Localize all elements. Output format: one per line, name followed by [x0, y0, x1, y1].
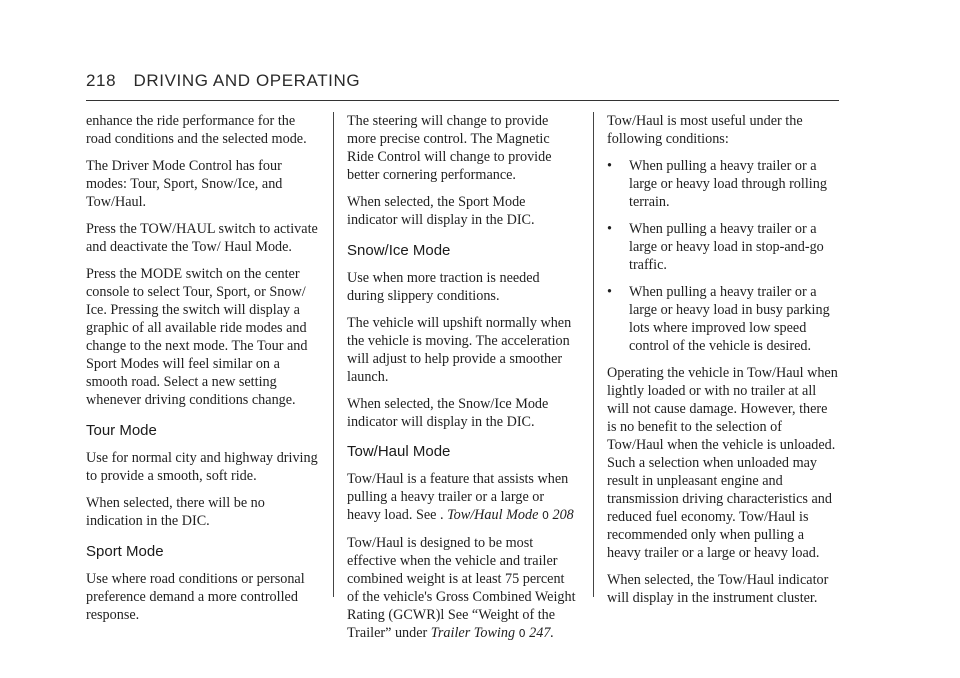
tow-haul-paragraph-2: [347, 534, 579, 643]
bullet-icon: •: [607, 158, 612, 174]
snow-ice-paragraph-1: Use when more traction is needed during slippery conditions.: [347, 270, 540, 304]
sport-steering-paragraph: The steering will change to provide more precise control. The Magnetic Ride Control will change to provide better cornering performance.: [347, 113, 552, 183]
tow-haul-mode-heading: Tow/Haul Mode: [347, 443, 451, 460]
conditions-list: [607, 157, 839, 355]
tow-haul-paragraph-1: [347, 470, 579, 525]
tow-haul-paragraph-1-text: Tow/Haul is a feature that assists when pulling a heavy trailer or a large or heavy load. See .: [347, 471, 569, 523]
snow-ice-mode-heading: Snow/Ice Mode: [347, 242, 451, 259]
tow-haul-mode-page-number[interactable]: 208: [552, 507, 574, 523]
tour-mode-paragraph-1: Use for normal city and highway driving to provide a smooth, soft ride.: [86, 450, 318, 484]
mode-switch-paragraph: Press the MODE switch on the center console to select Tour, Sport, or Snow/ Ice. Pressing the switch will display a graphic of all available ride modes and change to the next mode. The Tour and Sport Modes will feel similar on a smooth road. Select a new setting whenever driving conditions change.: [86, 266, 308, 408]
section-title: DRIVING AND OPERATING: [133, 71, 361, 90]
trailer-towing-page-number[interactable]: 247.: [529, 625, 554, 641]
list-item: [607, 283, 839, 355]
sport-indicator-paragraph: When selected, the Sport Mode indicator will display in the DIC.: [347, 194, 535, 228]
sport-mode-paragraph-1: Use where road conditions or personal preference demand a more controlled response.: [86, 571, 305, 623]
modes-paragraph: The Driver Mode Control has four modes: Tour, Sport, Snow/Ice, and Tow/Haul.: [86, 158, 283, 210]
intro-paragraph: enhance the ride performance for the road conditions and the selected mode.: [86, 113, 307, 147]
snow-ice-paragraph-3: When selected, the Snow/Ice Mode indicator will display in the DIC.: [347, 396, 549, 430]
trailer-towing-reference-link[interactable]: Trailer Towing: [430, 625, 516, 641]
light-load-paragraph: Operating the vehicle in Tow/Haul when lightly loaded or with no trailer at all will not cause damage. However, there is no benefit to the selection of Tow/Haul when the vehicle is unloaded. Such a selection when unloaded may result in unpleasant engine and transmission driving characteristics and reduced fuel economy. Tow/Haul is recommended only when pulling a heavy trailer or a large or heavy load.: [607, 365, 838, 561]
tow-haul-paragraph-2-text: Tow/Haul is designed to be most effective when the vehicle and trailer combined weight is at least 75 percent of the vehicle's Gross Combined Weight Rating (GCWR)l See “Weight of the Trailer” under: [347, 535, 576, 641]
tow-haul-mode-reference-link[interactable]: Tow/Haul Mode: [447, 507, 539, 523]
tow-haul-indicator-paragraph: When selected, the Tow/Haul indicator will display in the instrument cluster.: [607, 572, 829, 606]
list-item-text: When pulling a heavy trailer or a large or heavy load in stop-and-go traffic.: [629, 221, 824, 273]
page-header: [86, 71, 360, 91]
column-1: [86, 112, 318, 633]
page-number: 218: [86, 71, 117, 90]
list-item: [607, 157, 839, 211]
column-3: [607, 112, 839, 616]
page-reference-icon: 0: [541, 509, 549, 522]
list-item-text: When pulling a heavy trailer or a large or heavy load through rolling terrain.: [629, 158, 827, 210]
column-divider-1: [333, 112, 334, 597]
sport-mode-heading: Sport Mode: [86, 543, 164, 560]
tour-mode-heading: Tour Mode: [86, 422, 157, 439]
page-reference-icon: 0: [518, 627, 526, 640]
column-divider-2: [593, 112, 594, 597]
list-item-text: When pulling a heavy trailer or a large or heavy load in busy parking lots where improved low speed control of the vehicle is desired.: [629, 284, 830, 354]
tour-mode-paragraph-2: When selected, there will be no indication in the DIC.: [86, 495, 265, 529]
tow-haul-conditions-intro: Tow/Haul is most useful under the following conditions:: [607, 113, 803, 147]
snow-ice-paragraph-2: The vehicle will upshift normally when the vehicle is moving. The acceleration will adjust to help provide a smoother launch.: [347, 315, 572, 385]
column-2: [347, 112, 579, 652]
towhaul-switch-paragraph: Press the TOW/HAUL switch to activate and deactivate the Tow/ Haul Mode.: [86, 221, 318, 255]
bullet-icon: •: [607, 284, 612, 300]
bullet-icon: •: [607, 221, 612, 237]
header-rule: [86, 100, 839, 101]
list-item: [607, 220, 839, 274]
